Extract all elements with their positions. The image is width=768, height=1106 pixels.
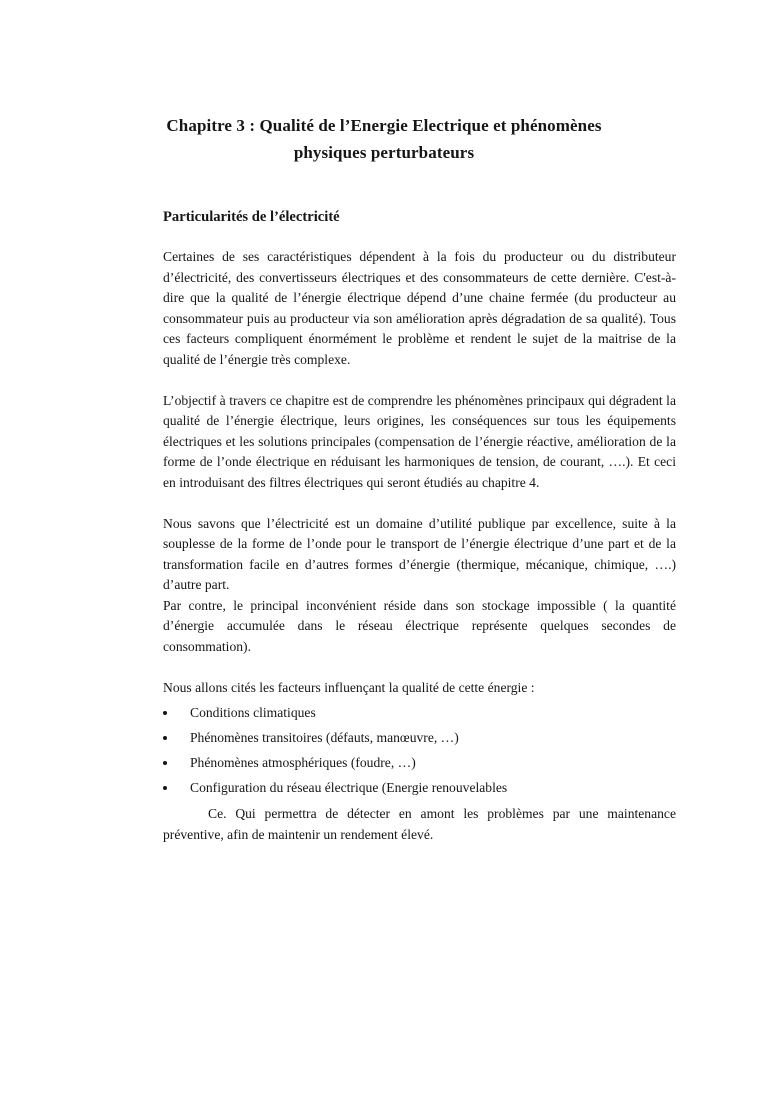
paragraph-storage-drawback: Par contre, le principal inconvénient réside dans son stockage impossible ( la quantité d’énergie accumulée dans le réseau électrique représente quelques secondes de consommation). [163,597,676,654]
paragraph-objective: L’objectif à travers ce chapitre est de comprendre les phénomènes principaux qui dégradent la qualité de l’énergie électrique, leurs origines, les conséquences sur tous les équipements électriques et les solutions principales (compensation de l’énergie réactive, amélioration de la forme de l’onde électrique en réduisant les harmoniques de tension, de courant, ….). Et ceci en introduisant des filtres électriques qui seront étudiés au chapitre 4. [163,392,676,490]
list-item-transient: • Phénomènes transitoires (défauts, manœuvre, …) [178,728,676,749]
chapter-title-line1: Chapitre 3 : Qualité de l’Energie Electrique et phénomènes [166,116,602,135]
factors-list [163,703,676,799]
closing-paragraph: Ce. Qui permettra de détecter en amont les problèmes par une maintenance préventive, afin de maintenir un rendement élevé. [163,806,676,842]
document-page [0,112,768,1106]
document-body [163,208,676,845]
paragraph-characteristics: Certaines de ses caractéristiques dépendent à la fois du producteur ou du distributeur d’électricité, des convertisseurs électriques et des consommateurs de cette dernière. C'est-à-dire que la qualité de l’énergie électrique dépend d’une chaine fermée (du producteur au consommateur puis au producteur via son amélioration après dégradation de sa qualité). Tous ces facteurs compliquent énormément le problème et rendent le sujet de la maitrise de la qualité de l’énergie très complexe. [163,249,676,367]
list-item-atmospheric: • Phénomènes atmosphériques (foudre, …) [178,753,676,774]
chapter-title [70,112,698,166]
list-item-network-config: • Configuration du réseau électrique (Energie renouvelables [178,778,676,799]
factors-list-intro: Nous allons cités les facteurs influençant la qualité de cette énergie : [163,679,535,695]
chapter-title-line2: physiques perturbateurs [293,143,475,162]
paragraph-public-utility: Nous savons que l’électricité est un domaine d’utilité publique par excellence, suite à la souplesse de la forme de l’onde pour le transport de l’énergie électrique d’une part et de la transformation facile en d’autres formes d’énergie (thermique, mécanique, chimique, ….) d’autre part. [163,515,676,592]
section-heading: Particularités de l’électricité [163,209,340,225]
list-item-climatic: • Conditions climatiques [178,703,676,724]
